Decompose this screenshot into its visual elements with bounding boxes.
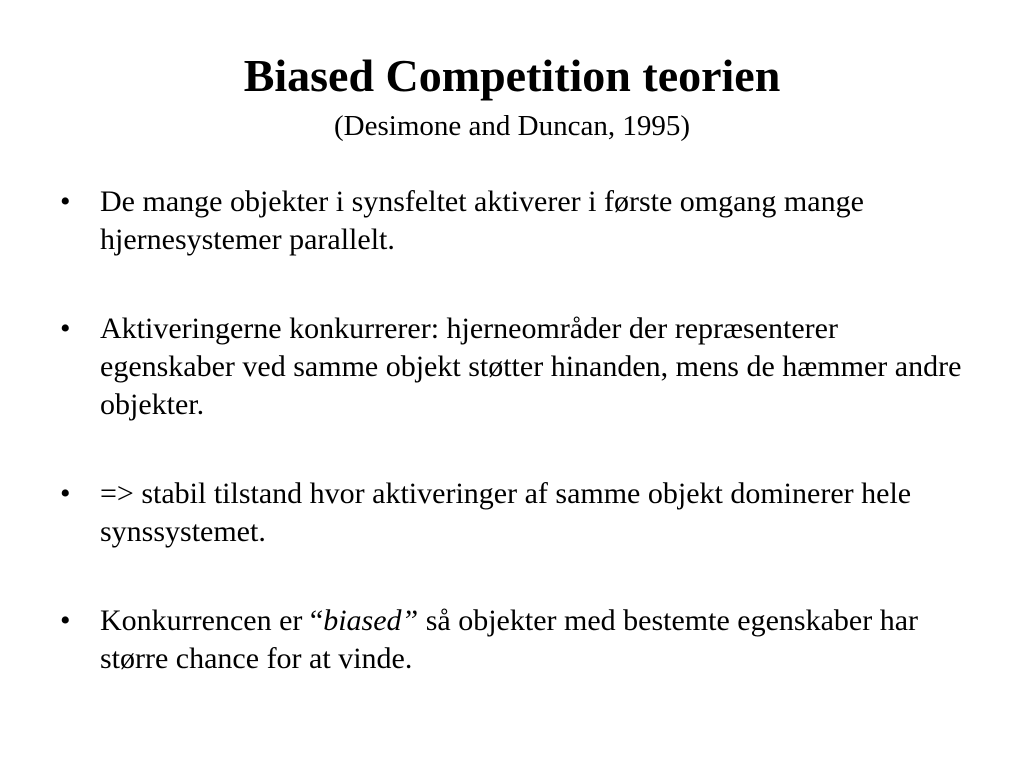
bullet-item: [60, 183, 980, 259]
bullet-icon: •: [60, 477, 71, 510]
bullet-text: [100, 604, 918, 675]
bullet-item: [60, 602, 980, 678]
bullet-text: => stabil tilstand hvor aktiveringer af samme objekt dominerer hele synssystemet.: [100, 477, 912, 548]
slide-subtitle: (Desimone and Duncan, 1995): [334, 110, 690, 142]
bullet-item: [60, 475, 980, 551]
bullet-list: [60, 183, 980, 729]
bullet-icon: •: [60, 185, 71, 218]
bullet-text: Aktiveringerne konkurrerer: hjerneområder der repræsenterer egenskaber ved samme objekt støtter hinanden, mens de hæmmer andre objekter.: [100, 312, 962, 421]
bullet-icon: •: [60, 604, 71, 637]
bullet-text-emphasis: biased”: [323, 604, 419, 637]
bullet-text: De mange objekter i synsfeltet aktiverer i første omgang mange hjernesystemer parallelt.: [100, 185, 864, 256]
bullet-icon: •: [60, 312, 71, 345]
bullet-text-start: Konkurrencen er “: [100, 604, 324, 637]
bullet-item: [60, 310, 980, 424]
bullet-text-end: så objekter med bestemte egenskaber har større chance for at vinde.: [100, 604, 919, 675]
slide-title: Biased Competition teorien: [243, 50, 781, 101]
